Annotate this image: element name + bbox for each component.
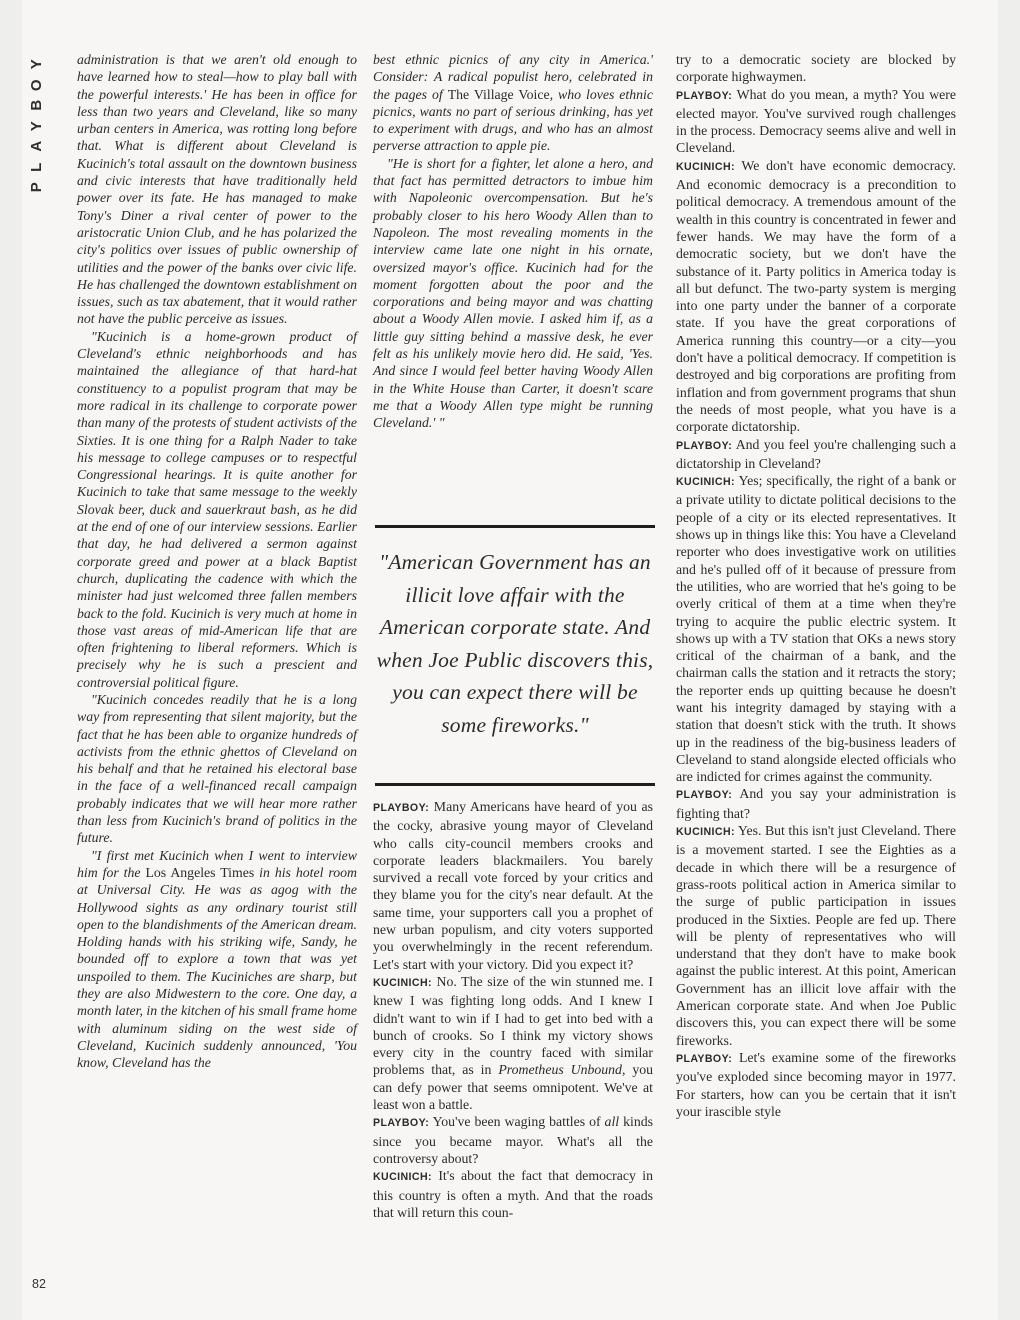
- intro-paragraph: "Kucinich is a home-grown product of Cleveland's ethnic neighborhoods and has maintained the allegiance of that hard-hat constituency to a populist program that may be more radical in its challenge to corporate power than many of the protests of student activists of the Sixties. It is one thing for a Ralph Nader to take his message to college campuses or to respectful Congressional hearings. It is quite another for Kucinich to take that same message to the weekly Slovak beer, duck and sauerkraut bash, as he did at the end of one of our interview sessions. Earlier that day, he had delivered a sermon against corporate greed and power at a black Baptist church, duplicating the cadence with which the minister had just welcomed three fallen members back to the fold. Kucinich is very much at home in those vast areas of mid-American life that are often frightening to liberal reformers. Which is precisely why he is such a prescient and controversial political figure.: [77, 328, 357, 690]
- speaker-label: PLAYBOY:: [676, 89, 733, 102]
- interview-answer: [373, 973, 653, 1113]
- question-text: And you say your administration is fighting that?: [676, 786, 956, 821]
- intro-paragraph: administration is that we aren't old enough to have learned how to steal—how to play ball with the powerful interests.' He has been in office for less than two years and Cleveland, like so many urban centers in America, was rotting long before that. What is different about Cleveland is Kucinich's total assault on the downtown business and civic interests that have traditionally held power over its fate. He has managed to make Tony's Diner a rival center of power to the aristocratic Union Club, and he has polarized the city's politics over issues of public ownership of utilities and the power of the banks over civic life. He has challenged the downtown establishment on issues, such as tax abatement, that it would rather not have the public perceive as issues.: [77, 52, 357, 327]
- interview-answer: [676, 822, 956, 1049]
- intro-paragraph: [373, 51, 653, 155]
- pull-quote: "American Government has an illicit love affair with the American corporate state. And when Joe Public discovers this, you can expect there will be some fireworks.": [376, 550, 654, 737]
- answer-text: We don't have economic democracy. And economic democracy is a precondition to political democracy. A tremendous amount of the wealth in this country is concentrated in fewer and fewer hands. We may have the form of a democratic society, but we don't have the substance of it. Party politics in America today is all but defunct. The two-party system is merging into one party under the banner of a corporate state. If you have the great corporations of America running this country—or a city—you don't have a political democracy. If competition is destroyed and big corporations are profiting from inflation and from government programs that shun the needs of most people, what you have is a corporate dictatorship.: [676, 157, 956, 435]
- intro-paragraph: "He is short for a fighter, let alone a hero, and that fact has permitted detractors to imbue him with Napoleonic overcompensation. But he's probably closer to his hero Woody Allen than to Napoleon. The most revealing moments in the interview came late one night in his ornate, oversized mayor's office. Kucinich had for the moment forgotten about the poor and the corporations and being mayor and was chatting about a Woody Allen movie. I asked him if, as a little guy sitting behind a massive desk, he ever felt as his unlikely movie hero did. He said, 'Yes. And since I would feel better having Woody Allen in the White House than Carter, it doesn't scare me that a Woody Allen type might be running Cleveland.' ": [373, 155, 653, 431]
- question-text: Many Americans have heard of you as the cocky, abrasive young mayor of Cleveland who calls city-council members crooks and corporate leaders blackmailers. You barely survived a recall vote forced by your critics and they blame you for the city's near default. At the same time, your supporters call you a prophet of new urban populism, and city voters supported you overwhelmingly in the recent referendum. Let's start with your victory. Did you expect it?: [373, 799, 653, 972]
- interview-question: [676, 436, 956, 473]
- interview-question: [373, 798, 653, 973]
- speaker-label: KUCINICH:: [676, 826, 735, 839]
- speaker-label: KUCINICH:: [676, 160, 735, 173]
- magazine-name-letter: L: [27, 162, 45, 172]
- intro-continued: [373, 51, 653, 432]
- question-text: You've been waging battles of: [432, 1114, 605, 1130]
- speaker-label: KUCINICH:: [373, 1171, 432, 1184]
- speaker-label: PLAYBOY:: [373, 802, 430, 814]
- answer-text: Yes. But this isn't just Cleveland. There is a movement started. I see the Eighties as a decade in which there will be a resurgence of grass-roots political action in America similar to the surge of public participation in issues produced in the Sixties. People are fed up. There will be plenty of representatives who will understand that they don't have to make book against the public interest. At this point, American Government has an illicit love affair with the American corporate state. And when Joe Public discovers this, you can expect there will be some fireworks.: [676, 823, 957, 1048]
- magazine-name-letter: Y: [27, 59, 45, 70]
- answer-text: No. The size of the win stunned me. I knew I was fighting long odds. And I knew I didn't want to win if I had to get into bed with a bunch of crooks. So I think my victory shows every city in the country faced with similar problems that, as in: [373, 973, 654, 1078]
- answer-text: , you can defy power that seems omnipotent. We've at least won a battle.: [373, 1062, 654, 1113]
- text-run: "I first met Kucinich when I went to interview him for the: [77, 847, 357, 880]
- text-run: in his hotel room at Universal City. He was as agog with the Hollywood sights as any ordinary tourist still open to the blandishments of the American dream. Holding hands with his striking wife, Sandy, he bounded off to explore a town that was yet unspoiled to them. The Kuciniches are sharp, but they are also Midwestern to the core. One day, a month later, in the kitchen of his small frame home with aluminum siding on the west side of Cleveland, Kucinich suddenly announced, 'You know, Cleveland has the: [77, 864, 357, 1071]
- magazine-name-letter: P: [27, 182, 45, 193]
- speaker-label: KUCINICH:: [373, 976, 432, 989]
- answer-text: It's about the fact that democracy in this country is often a myth. And that the roads that will return this coun-: [373, 1168, 653, 1220]
- pull-quote-top-rule: [375, 525, 655, 528]
- interview-question: [676, 1049, 956, 1120]
- speaker-label: KUCINICH:: [676, 476, 735, 489]
- text-run: , who loves ethnic picnics, wants no part of serious drinking, has yet to experiment with drugs, and who has an almost perverse attraction to apple pie.: [373, 86, 654, 154]
- answer-text: Yes; specifically, the right of a bank or a private utility to dictate political decisions to the people of a city or its elected representatives. It shows up in things like this: You have a Cleveland reporter who does investigative work on utilities and he's pulled off of it because of pressure from the utilities, who are worried that he's going to be overly critical of them at a time when they're trying to acquire the public electric system. It shows up with a TV station that OKs a news story critical of the chairman of a bank, and the chairman calls the station and it retracts the story; the reporter ends up quitting because he doesn't want his integrity damaged by staying with a station that doesn't stick with the truth. It shows up in the readiness of the big-business leaders of Cleveland to stand alongside elected officials who are indicted for crimes against the community.: [676, 473, 956, 785]
- column-3: [676, 51, 956, 1120]
- interview-answer: [676, 472, 956, 785]
- speaker-label: PLAYBOY:: [373, 1117, 430, 1130]
- intro-paragraph: [77, 847, 357, 1072]
- question-text: And you feel you're challenging such a dictatorship in Cleveland?: [676, 436, 956, 471]
- magazine-name-letter: Y: [27, 120, 45, 131]
- interview-answer-continued: try to a democratic society are blocked by corporate highwaymen.: [676, 52, 956, 85]
- work-title: Prometheus Unbound: [498, 1062, 622, 1078]
- publication-name: The Village Voice: [447, 86, 550, 102]
- speaker-label: PLAYBOY:: [676, 439, 733, 452]
- speaker-label: PLAYBOY:: [676, 1052, 733, 1065]
- question-text: Let's examine some of the fireworks you've exploded since becoming mayor in 1977. For starters, how can you be certain that it isn't your irascible style: [676, 1049, 956, 1119]
- question-text: What do you mean, a myth? You were elected mayor. You've survived rough challenges in the process. Democracy seems alive and well in Cleveland.: [676, 86, 956, 156]
- interview-start: [373, 798, 653, 1221]
- text-run: best ethnic picnics of any city in America.' Consider: A radical populist hero, celebrated in the pages of: [373, 52, 653, 102]
- column-1: [77, 51, 357, 1072]
- interview-question: [676, 785, 956, 822]
- interview-answer: [676, 157, 956, 436]
- emphasis: all: [604, 1114, 620, 1130]
- page-number: 82: [32, 1277, 46, 1291]
- question-text: kinds since you became mayor. What's all the controversy about?: [373, 1114, 653, 1166]
- intro-paragraph: "Kucinich concedes readily that he is a long way from representing that silent majority, but the fact that he has been able to organize hundreds of activists from the ethnic ghettos of Cleveland on his behalf and that he retained his electoral base in the face of a well-financed recall campaign probably indicates that we will hear more rather than less from Kucinich's brand of politics in the future.: [77, 691, 357, 846]
- interview-question: [676, 86, 956, 157]
- publication-name: Los Angeles Times: [145, 864, 255, 880]
- magazine-name-vertical: [27, 54, 47, 198]
- magazine-name-letter: O: [27, 78, 45, 91]
- speaker-label: PLAYBOY:: [676, 789, 733, 802]
- interview-question: [373, 1113, 653, 1167]
- interview-answer: [373, 1167, 653, 1221]
- magazine-name-letter: A: [27, 140, 45, 152]
- magazine-name-letter: B: [27, 99, 45, 111]
- pull-quote-bottom-rule: [375, 783, 655, 786]
